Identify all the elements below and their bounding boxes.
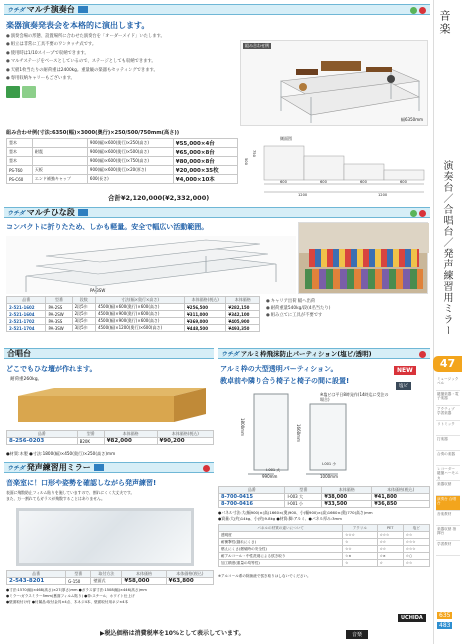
product-code: 2-521-1604 bbox=[7, 311, 46, 318]
sidebar-nav-item[interactable]: 楽器収納 指揮台 bbox=[436, 526, 460, 541]
table-row bbox=[219, 553, 430, 560]
table-row bbox=[7, 148, 238, 157]
price: ¥448,500 bbox=[185, 325, 226, 332]
price-tax: ¥90,200 bbox=[157, 438, 213, 445]
col-header: パネルの材質の違いについて bbox=[219, 525, 343, 532]
product-code: 2-543-8201 bbox=[7, 578, 66, 585]
size-cell: 900(幅)×600(奥行)×750(高さ) bbox=[87, 157, 173, 166]
row-label: 耐アルコール・中性洗剤による拭き取り bbox=[219, 553, 343, 560]
price: ¥256,500 bbox=[185, 304, 226, 311]
col-header: 型番 bbox=[46, 297, 72, 304]
new-badge: NEW bbox=[394, 366, 416, 375]
footer-brand: UCHIDA bbox=[398, 614, 426, 622]
footer-notice: ▶税込価格は消費税率を10%として表示しています。 bbox=[100, 630, 245, 637]
mirror-note: ●壁面取付け付 ●付属品:取付金具×4点、木ネジ4本、壁面取付用ネジ×4本 bbox=[6, 600, 129, 604]
model: G-150 bbox=[66, 578, 91, 585]
rating-cell: ☆☆ bbox=[377, 546, 403, 553]
size: 4500(幅)×900(奥行)×600(高さ) bbox=[95, 311, 184, 318]
size: 4500(幅)×1200(奥行)×600(高さ) bbox=[95, 325, 184, 332]
price-cell: ¥4,000×10本 bbox=[173, 175, 237, 184]
col-header: 塩ビ bbox=[403, 525, 429, 532]
table-row bbox=[219, 532, 430, 539]
table-row bbox=[219, 546, 430, 553]
brand-logo: ウチダ bbox=[7, 7, 25, 14]
note: ● 耐荷重量540kg/段(4名当たり) bbox=[266, 305, 426, 312]
dim-label: 600 bbox=[360, 180, 367, 184]
dim-label: 990mm bbox=[262, 474, 278, 479]
combo-table bbox=[6, 138, 238, 184]
table-row bbox=[7, 325, 260, 332]
partition-lead-2: 教卓前や隣り合う椅子と椅子の間に設置! bbox=[220, 377, 350, 385]
material-cell bbox=[32, 157, 87, 166]
size-cell: 900(幅)×600(奥行)×500(高さ) bbox=[87, 148, 173, 157]
sidebar-nav-item[interactable]: 鍵盤楽器・電子楽器 bbox=[436, 391, 460, 406]
note: ● 組み立てに工具が不要です bbox=[266, 312, 426, 319]
partition-lead-1: アルミ枠の大型透明パーティション。 bbox=[220, 365, 338, 373]
table-row bbox=[219, 501, 430, 508]
sidebar-nav-item[interactable]: レコーダー 鍵盤ハーモニカ bbox=[437, 467, 459, 480]
partition-note: ●パネル寸法:大(幅900)×(高)1660×(奥)900、小(幅900)×(高)1660×(奥)770(高さ)mm bbox=[218, 510, 373, 515]
category-mark-icon bbox=[410, 210, 417, 217]
price-tax: ¥342,100 bbox=[226, 311, 260, 318]
col-header: PET bbox=[377, 525, 403, 532]
material-cell: 天板 bbox=[32, 166, 87, 175]
note: ● キャリア出荷 幅へ出荷 bbox=[266, 298, 426, 305]
kind-cell: PS-C60 bbox=[7, 175, 33, 184]
riser-notes bbox=[266, 298, 426, 319]
stage-photo bbox=[240, 40, 428, 126]
sidebar-nav-item[interactable]: 学習教材 bbox=[436, 541, 460, 556]
product-code: 8-256-0203 bbox=[7, 438, 78, 445]
width-label: 幅6350mm bbox=[401, 117, 423, 122]
steps: 3段5歩 bbox=[72, 325, 95, 332]
side-diagram-drawing bbox=[240, 136, 428, 198]
sidebar-nav-item[interactable]: アクティブ 学習楽器 bbox=[436, 406, 460, 421]
partition-header bbox=[218, 348, 430, 359]
table-row bbox=[7, 311, 260, 318]
price-tax: ¥493,350 bbox=[226, 325, 260, 332]
mount-type: 壁面式 bbox=[91, 578, 122, 585]
dim-label: 600 bbox=[400, 180, 407, 184]
sidebar-nav-item[interactable]: 打楽器 bbox=[436, 436, 460, 451]
col-header: 品番 bbox=[7, 571, 66, 578]
material-compare-table bbox=[218, 524, 430, 567]
stage-title: マルチ演奏台 bbox=[26, 5, 75, 14]
product-code: 8-700-0415 bbox=[219, 494, 285, 501]
sidebar-number-483: 483 bbox=[439, 622, 451, 629]
page-number-badge: 47 bbox=[433, 356, 462, 372]
row-label: 耐衝撃性(割れにくさ) bbox=[219, 539, 343, 546]
bullet: ● 演奏会場の形態、設置場所に合わせた演奏台を「オーダーメイド」いたします。 bbox=[6, 33, 236, 41]
category-mark-icon bbox=[419, 351, 426, 358]
price-tax: ¥282,150 bbox=[226, 304, 260, 311]
table-row bbox=[7, 318, 260, 325]
price-cell: ¥20,000×35枚 bbox=[173, 166, 237, 175]
model: I-003 大 bbox=[285, 494, 322, 501]
material-cell bbox=[32, 139, 87, 148]
table-row bbox=[7, 166, 238, 175]
size: 4500(幅)×600(奥行)×600(高さ) bbox=[95, 304, 184, 311]
rating-cell: ☆☆ bbox=[377, 539, 403, 546]
photo-caption: 組み合わせ例 bbox=[245, 43, 269, 48]
combo-total: 合計¥2,120,000(¥2,332,000) bbox=[108, 194, 210, 202]
steps: 2段5歩 bbox=[72, 311, 95, 318]
col-header: 取付方法 bbox=[91, 571, 122, 578]
riser-lead: コンパクトに折りたため、しかも軽量。安全で幅広い活動範囲。 bbox=[6, 223, 209, 231]
rating-cell: ☆☆☆ bbox=[403, 539, 429, 546]
row-label: 透明度 bbox=[219, 532, 343, 539]
riser-model-label: PA-3SW bbox=[90, 288, 106, 293]
certification-icon bbox=[6, 86, 20, 98]
certification-icon bbox=[22, 86, 36, 98]
size-cell: 900(幅)×600(奥行)×20(厚さ) bbox=[87, 166, 173, 175]
col-header: 本体価格(税込) bbox=[166, 571, 213, 578]
combo-title: 組み合わせ例(寸法:6350(幅)×3000(奥行)×250/500/750mm(高さ)) bbox=[6, 130, 180, 136]
category-mark-icon bbox=[419, 7, 426, 14]
mirror-title: 発声練習用ミラー bbox=[26, 463, 91, 472]
col-header: 品番 bbox=[219, 487, 285, 494]
table-row bbox=[219, 494, 430, 501]
kind-cell: 霊木 bbox=[7, 148, 33, 157]
category-mark-icon bbox=[203, 465, 210, 472]
col-header: 本体価格 bbox=[104, 431, 157, 438]
price-tax: ¥36,850 bbox=[372, 501, 430, 508]
col-header: 型番 bbox=[285, 487, 322, 494]
photo-children-row bbox=[309, 249, 419, 267]
product-code: 8-700-0416 bbox=[219, 501, 285, 508]
mirror-sub-2: また、万一割れてもガラスが飛散することはありません。 bbox=[6, 496, 105, 501]
rating-cell: ☆ bbox=[377, 560, 403, 567]
table-row bbox=[7, 175, 238, 184]
dim-label: 600 bbox=[280, 180, 287, 184]
col-header: アクリル bbox=[343, 525, 377, 532]
dim-label: 1200 bbox=[378, 193, 388, 197]
stage-lead: 楽器演奏発表会を本格的に演出します。 bbox=[6, 21, 150, 30]
model: I-001 小 bbox=[285, 501, 322, 508]
kind-cell: 霊木 bbox=[7, 157, 33, 166]
bullet: ● 組立は非常に工具不要のワンタッチ式です。 bbox=[6, 41, 236, 49]
partition-footnote: ※アルコール系の除菌液で拭き取りはしないでください。 bbox=[218, 574, 311, 578]
size: 4500(幅)×900(奥行)×600(高さ) bbox=[95, 318, 184, 325]
rating-cell: ☆ bbox=[343, 560, 377, 567]
brand-logo: ウチダ bbox=[221, 351, 239, 358]
col-header: 型番 bbox=[66, 571, 91, 578]
partition-title: アルミ枠飛沫防止パーティション(塩ビ/透明) bbox=[240, 350, 372, 358]
partition-note: ●質量:大(約)14kg、小(約)9.8kg ●材質:脚:アルミ、●パネル厚み:3mm bbox=[218, 516, 342, 521]
product-code: 2-521-1602 bbox=[7, 304, 46, 311]
rating-cell: ☆☆☆ bbox=[377, 532, 403, 539]
sidebar-nav-item[interactable]: 音楽教材 bbox=[436, 511, 460, 526]
mirror-table bbox=[6, 570, 214, 585]
dim-label: 1200 bbox=[298, 193, 308, 197]
partition-caption: ※塩ビは平日8時発作(14時迄に受注の場合) bbox=[320, 392, 389, 402]
model: PA-3SS bbox=[46, 318, 72, 325]
price-cell: ¥65,000×8台 bbox=[173, 148, 237, 157]
price-cell: ¥55,000×4台 bbox=[173, 139, 237, 148]
riser-photo bbox=[6, 236, 296, 294]
mirror-note: ●寸法:1570(幅)×468(高さ)×27(厚さ)mm ●ガラス部寸法:1508(幅)×446(高さ)mm bbox=[6, 588, 147, 592]
sidebar-nav-item[interactable]: 楽器収納 bbox=[436, 481, 460, 496]
price: ¥33,500 bbox=[322, 501, 372, 508]
size-cell: 900(幅)×600(奥行)×250(高さ) bbox=[87, 139, 173, 148]
table-row bbox=[7, 139, 238, 148]
rating-cell: ☆ bbox=[343, 539, 377, 546]
col-header: 本体価格 bbox=[122, 571, 166, 578]
mirror-image bbox=[16, 508, 194, 566]
price: ¥58,000 bbox=[122, 578, 166, 585]
side-diagram bbox=[240, 136, 428, 198]
col-header: 本体価格(税込) bbox=[157, 431, 213, 438]
price-tax: ¥405,900 bbox=[226, 318, 260, 325]
riser-header bbox=[4, 207, 430, 218]
material-cell: エンド補強キャップ bbox=[32, 175, 87, 184]
mirror-note: ●ミラー:ガラスミラー5mm(裏面フィルム貼り) ●枠:スチール、ホワイト仕上げ bbox=[6, 594, 135, 598]
riser-title: マルチひな段 bbox=[26, 208, 75, 217]
partition-illustration bbox=[226, 388, 376, 484]
sidebar-vertical-title: 演奏台／合唱台／発声練習用ミラー bbox=[441, 160, 452, 336]
price: ¥38,000 bbox=[322, 494, 372, 501]
stage-illustration bbox=[241, 41, 429, 127]
choir-table bbox=[6, 430, 214, 445]
col-header: 本体価格(税込) bbox=[372, 487, 430, 494]
price-cell: ¥80,000×8台 bbox=[173, 157, 237, 166]
catalog-icon bbox=[78, 6, 88, 13]
kind-cell: PS-T60 bbox=[7, 166, 33, 175]
riser-illustration bbox=[6, 236, 296, 294]
col-header: 型番 bbox=[77, 431, 104, 438]
kind-cell: 霊木 bbox=[7, 139, 33, 148]
dim-label: 1800mm bbox=[240, 418, 245, 436]
model: B20K bbox=[77, 438, 104, 445]
table-row bbox=[7, 438, 214, 445]
footer-page-tag: 音楽 bbox=[346, 630, 368, 639]
bullet: ● 専用収納キャリーもございます。 bbox=[6, 75, 236, 83]
choir-note: ●材質:木製 ●寸法:1800(幅)×450(奥行)×250(高さ)mm bbox=[6, 451, 116, 456]
choir-title: 合唱台 bbox=[7, 349, 31, 358]
col-header: 品番 bbox=[7, 297, 46, 304]
col-header: 本体価格 bbox=[322, 487, 372, 494]
model-label: I-001 大 bbox=[266, 468, 280, 472]
table-row bbox=[7, 304, 260, 311]
brand-logo: ウチダ bbox=[7, 465, 25, 472]
model: PA-3SW bbox=[46, 325, 72, 332]
category-mark-icon bbox=[410, 7, 417, 14]
rating-cell: ☆☆ bbox=[403, 560, 429, 567]
sidebar-nav-item[interactable]: 演奏台 合唱台 bbox=[436, 496, 460, 511]
sidebar-nav-item[interactable]: リトミック bbox=[436, 421, 460, 436]
dim-label: 1660mm bbox=[296, 424, 301, 442]
diagram-caption: 側面図 bbox=[280, 136, 292, 141]
material-tag: 塩ビ bbox=[396, 382, 411, 390]
bullet: ● 天板1枚当たりの耐荷重は2400kg。重量級の楽器もセッティングできます。 bbox=[6, 67, 236, 75]
col-header: 寸法(幅×奥行×高さ) bbox=[95, 297, 184, 304]
partition-drawing bbox=[226, 388, 376, 484]
stage-header bbox=[4, 4, 430, 15]
col-header: 品番 bbox=[7, 431, 78, 438]
sidebar-nav bbox=[436, 376, 460, 556]
rating-cell: ☆☆☆ bbox=[343, 532, 377, 539]
wooden-stand-drawing bbox=[14, 386, 210, 424]
col-header: 段数 bbox=[72, 297, 95, 304]
rating-cell: ☆☆ bbox=[403, 532, 429, 539]
table-row bbox=[7, 578, 214, 585]
riser-table bbox=[6, 296, 260, 332]
mirror-lead: 音楽室に！口形や姿勢を確認しながら発声練習! bbox=[6, 479, 157, 487]
table-row bbox=[7, 157, 238, 166]
price-tax: ¥41,800 bbox=[372, 494, 430, 501]
mirror-header bbox=[4, 462, 214, 473]
choir-header bbox=[4, 348, 214, 359]
model: PA-2SW bbox=[46, 311, 72, 318]
col-header: 本体価格 bbox=[226, 297, 260, 304]
catalog-icon bbox=[78, 209, 88, 216]
row-label: 燃えにくさ(燃焼時の安全性) bbox=[219, 546, 343, 553]
rating-cell: ☆☆☆ bbox=[403, 546, 429, 553]
table-row bbox=[219, 539, 430, 546]
category-mark-icon bbox=[419, 210, 426, 217]
partition-table bbox=[218, 486, 430, 508]
rating-cell: ☆× bbox=[343, 553, 377, 560]
mirror-sub: 表面に飛散防止フィルム貼りを施していますので、割れにくく大丈夫です。 bbox=[6, 490, 135, 495]
dim-label: 1000mm bbox=[320, 474, 338, 479]
sidebar-category: 音楽 bbox=[438, 10, 451, 36]
sidebar-number-635: 635 bbox=[439, 612, 451, 619]
table-row bbox=[219, 560, 430, 567]
size-cell: 600(長さ) bbox=[87, 175, 173, 184]
dim-label: 600 bbox=[320, 180, 327, 184]
price: ¥82,000 bbox=[104, 438, 157, 445]
catalog-icon bbox=[94, 464, 104, 471]
col-header: 本体価格(税込) bbox=[185, 297, 226, 304]
material-cell: 耐震 bbox=[32, 148, 87, 157]
model: PA-2SS bbox=[46, 304, 72, 311]
choir-stand-image bbox=[14, 386, 210, 424]
steps: 3段5歩 bbox=[72, 318, 95, 325]
rating-cell: ☆× bbox=[377, 553, 403, 560]
price: ¥369,000 bbox=[185, 318, 226, 325]
sidebar-nav-item[interactable]: ミュージックベル bbox=[436, 376, 460, 391]
brand-logo: ウチダ bbox=[7, 210, 25, 217]
dim-label: 500 bbox=[244, 158, 248, 165]
price-tax: ¥63,800 bbox=[166, 578, 213, 585]
bullet: ● マルチステージをベースとしているので、ステージとしても収納できます。 bbox=[6, 58, 236, 66]
photo-children-row bbox=[305, 269, 423, 289]
rating-cell: ☆☆ bbox=[343, 546, 377, 553]
model-label: I-001 小 bbox=[322, 462, 336, 466]
choir-children-photo bbox=[298, 222, 428, 294]
choir-lead: どこでもひな壇が作れます。 bbox=[6, 365, 97, 373]
steps: 2段5歩 bbox=[72, 304, 95, 311]
product-code: 2-521-1702 bbox=[7, 318, 46, 325]
price: ¥311,000 bbox=[185, 311, 226, 318]
stage-bullets bbox=[6, 33, 236, 83]
row-label: 加工精度(重量の均等性) bbox=[219, 560, 343, 567]
rating-cell: ☆○ bbox=[403, 553, 429, 560]
dim-label: 750 bbox=[252, 150, 256, 157]
choir-sub: 耐荷重260kg。 bbox=[10, 377, 43, 382]
bullet: ● 使用時は1/10スイープで収納できます。 bbox=[6, 50, 236, 58]
sidebar-nav-item[interactable]: 合奏の楽器 bbox=[436, 451, 460, 466]
product-code: 2-521-1704 bbox=[7, 325, 46, 332]
